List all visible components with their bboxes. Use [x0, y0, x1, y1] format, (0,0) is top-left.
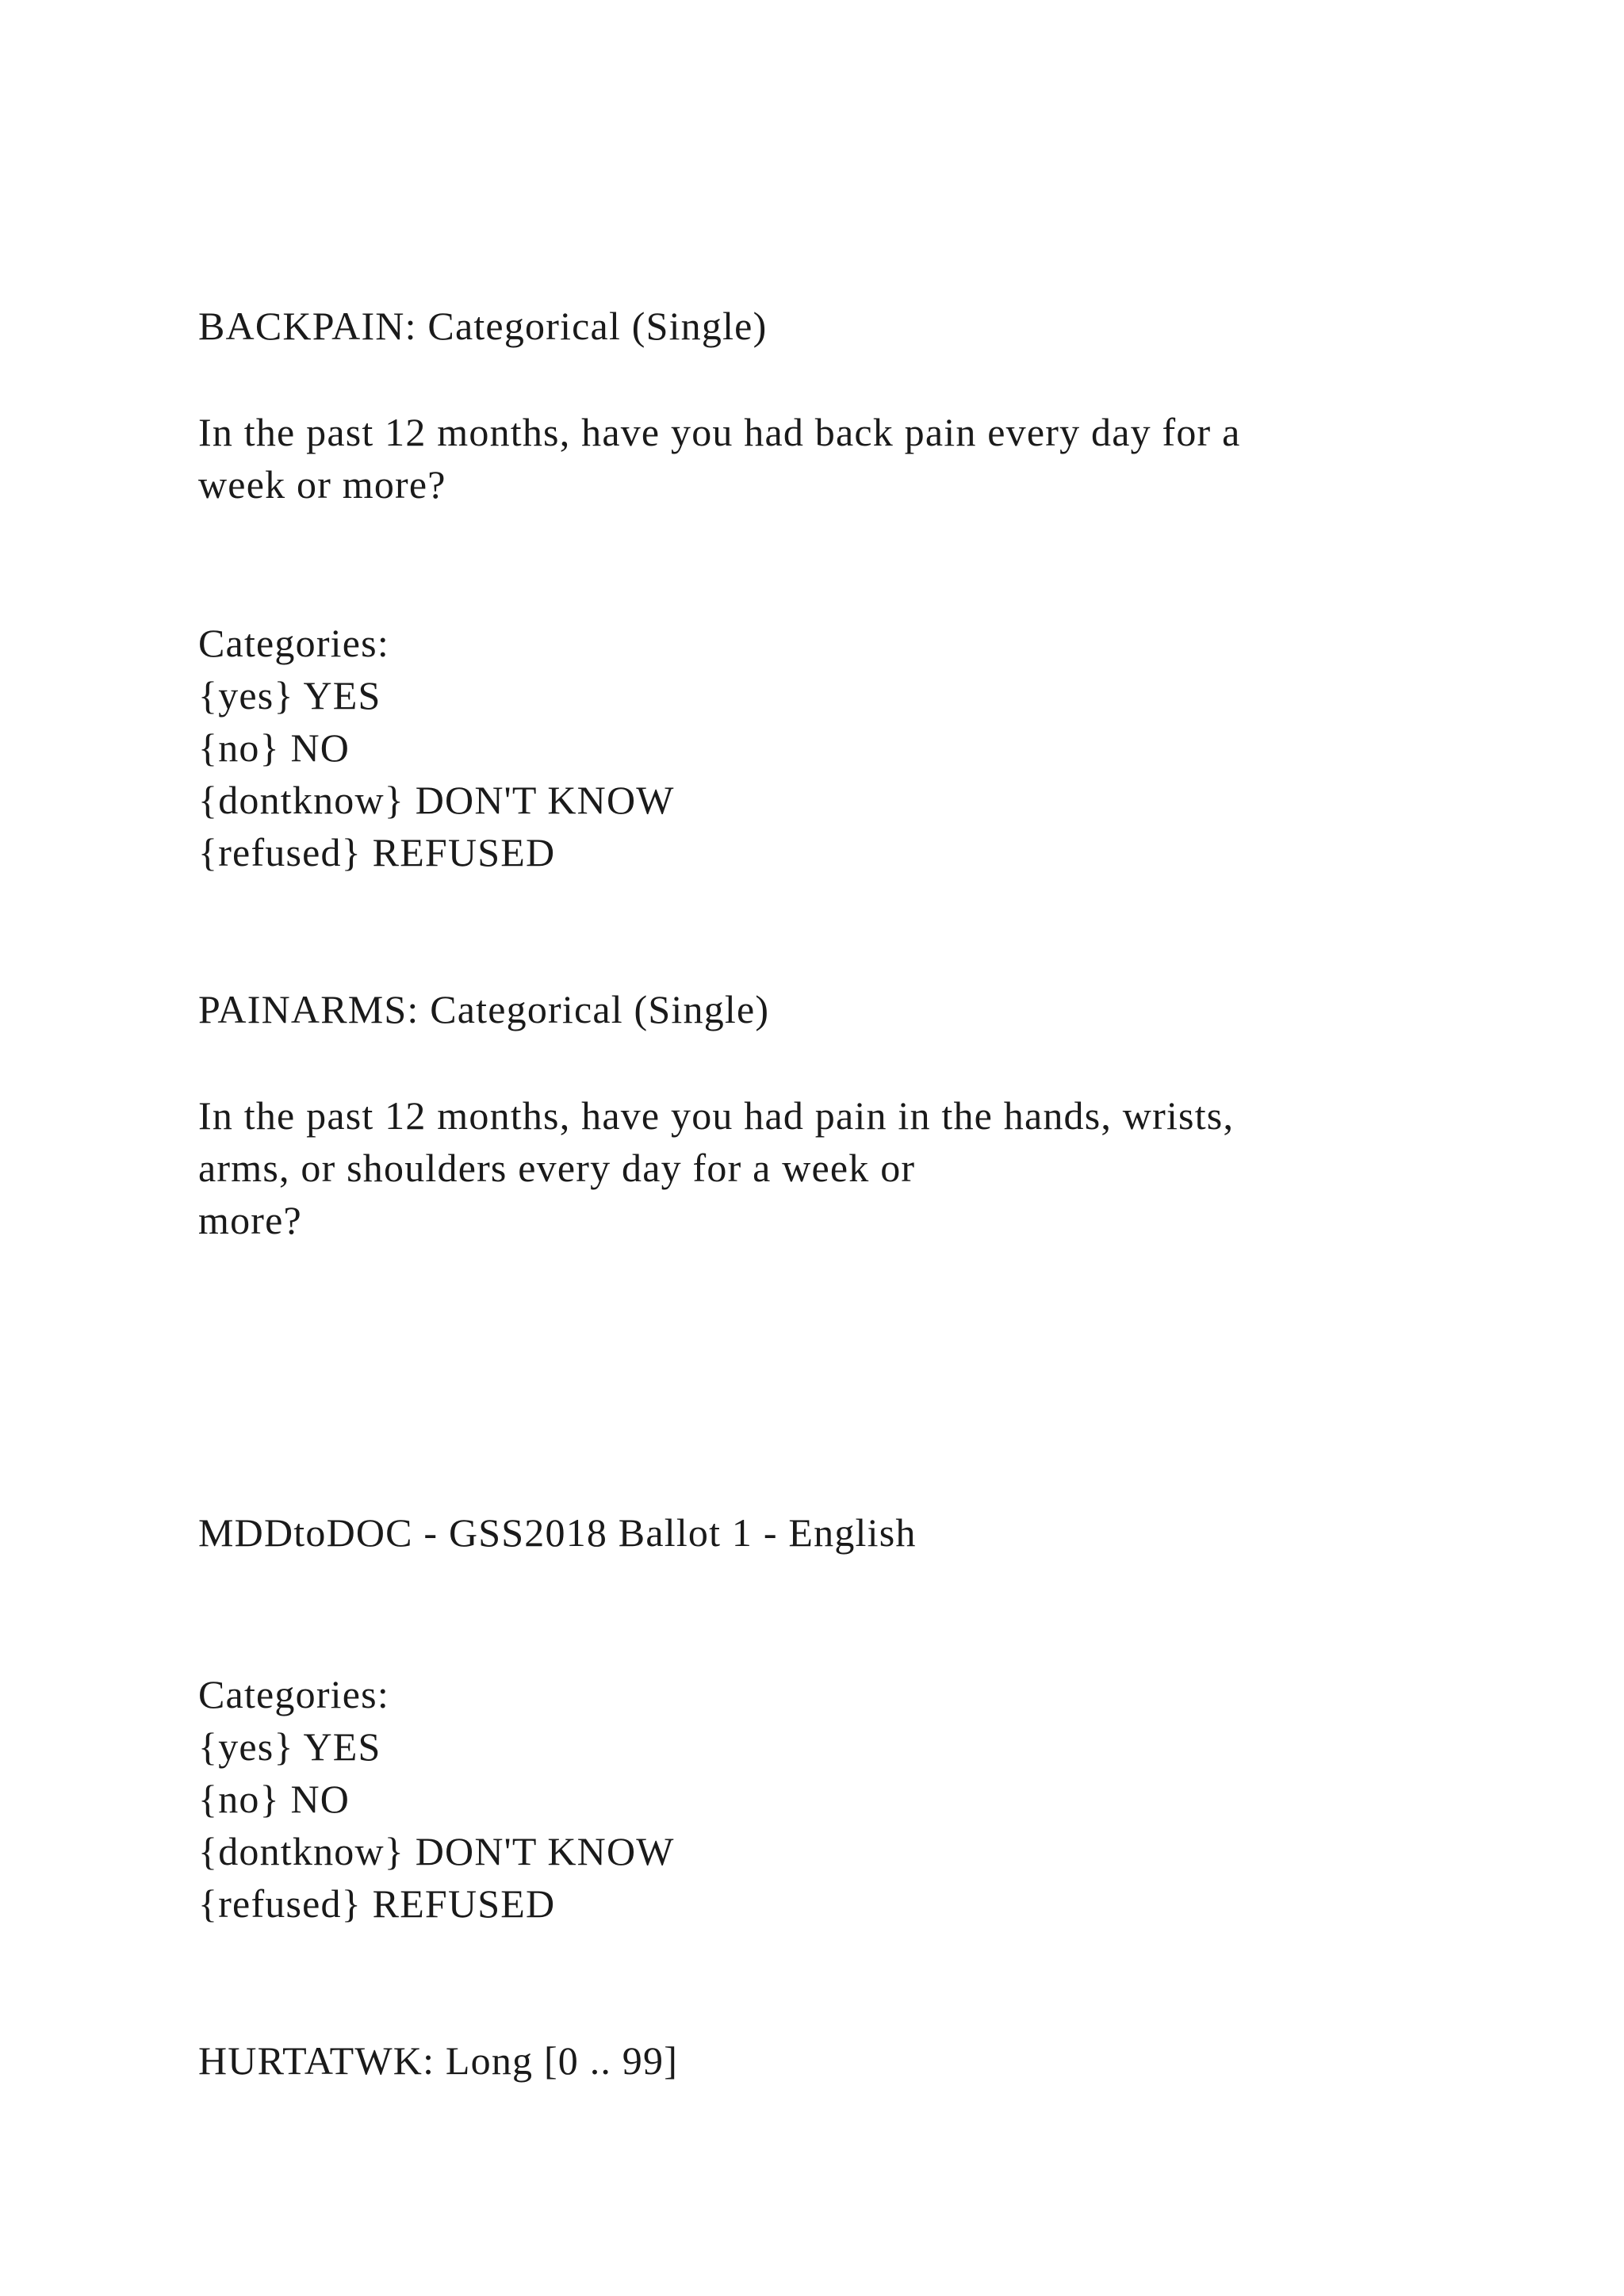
hurtatwk-header: HURTATWK: Long [0 .. 99]: [198, 2038, 679, 2083]
backpain-option-dontknow: {dontknow} DON'T KNOW: [198, 778, 675, 822]
page-footer: MDDtoDOC - GSS2018 Ballot 1 - English: [198, 1510, 917, 1555]
backpain-question-line-2: week or more?: [198, 462, 446, 507]
painarms-header: PAINARMS: Categorical (Single): [198, 987, 770, 1031]
painarms-option-refused: {refused} REFUSED: [198, 1881, 556, 1926]
backpain-option-no: {no} NO: [198, 725, 350, 770]
backpain-option-yes: {yes} YES: [198, 673, 381, 718]
painarms-question-line-3: more?: [198, 1198, 302, 1242]
backpain-categories-label: Categories:: [198, 621, 389, 665]
painarms-question-line-2: arms, or shoulders every day for a week or: [198, 1146, 916, 1190]
backpain-question-line-1: In the past 12 months, have you had back pain every day for a: [198, 410, 1241, 454]
painarms-categories-label: Categories:: [198, 1672, 389, 1716]
painarms-option-no: {no} NO: [198, 1777, 350, 1821]
backpain-option-refused: {refused} REFUSED: [198, 830, 556, 874]
painarms-option-dontknow: {dontknow} DON'T KNOW: [198, 1829, 675, 1873]
painarms-option-yes: {yes} YES: [198, 1724, 381, 1769]
painarms-question-line-1: In the past 12 months, have you had pain in the hands, wrists,: [198, 1093, 1235, 1138]
backpain-header: BACKPAIN: Categorical (Single): [198, 304, 768, 348]
